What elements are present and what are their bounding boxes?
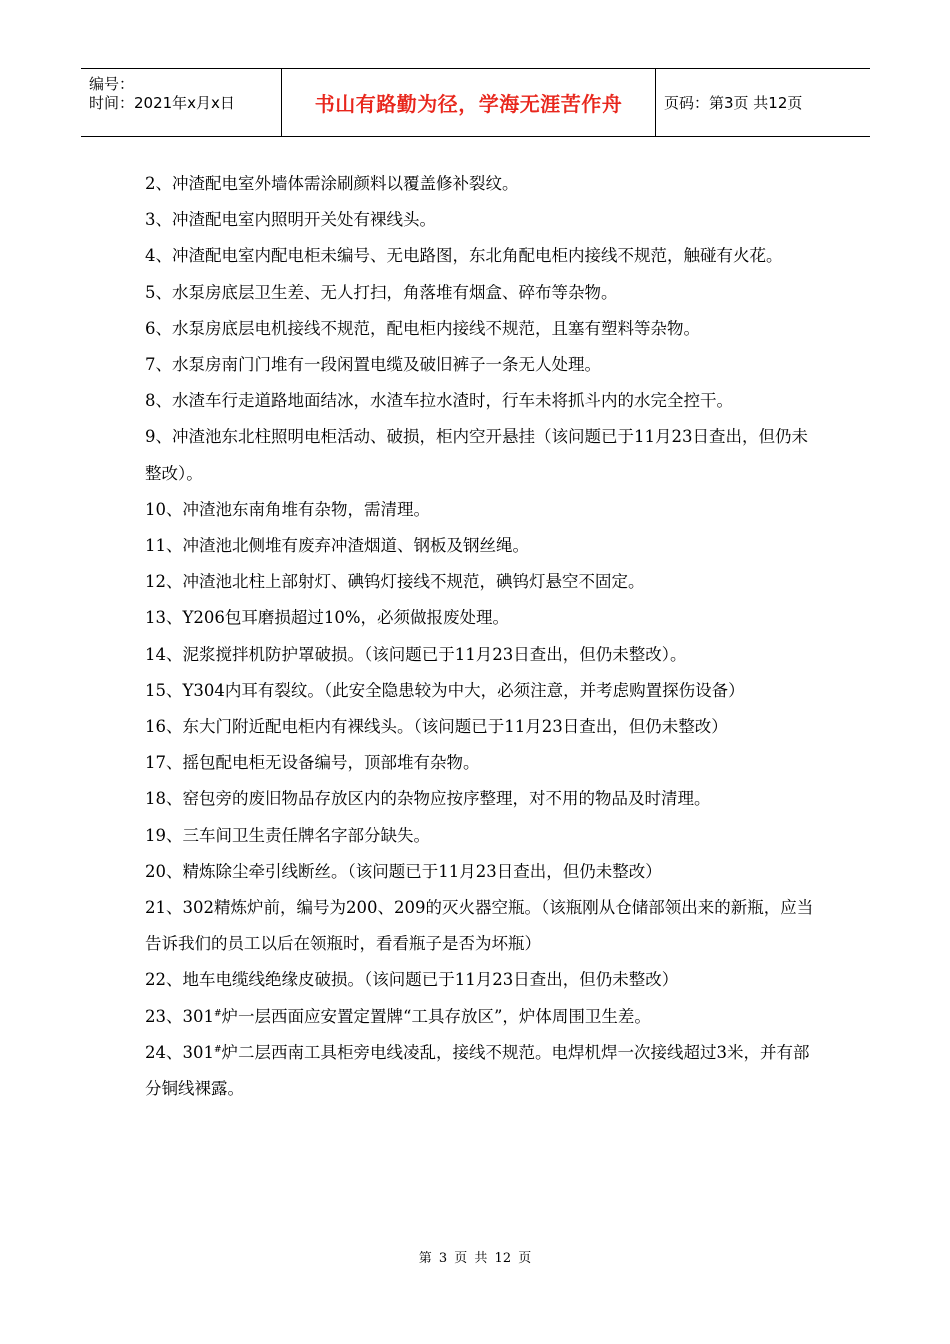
list-item: 6、水泵房底层电机接线不规范，配电柜内接线不规范，且塞有塑料等杂物。 [145,318,700,338]
page-footer: 第 3 页 共 12 页 [418,1251,532,1266]
furnace-number-mark: # [214,1044,222,1055]
time-label: 时间：2021年x月x日 [89,94,235,112]
header-meta-cell [81,69,281,136]
list-item: 22、地车电缆线绝缘皮破损。（该问题已于11月23日查出，但仍未整改） [145,970,679,990]
list-item: 21、302精炼炉前，编号为200、209的灭火器空瓶。（该瓶刚从仓储部领出来的新瓶，应当告诉我们的员工以后在领瓶时，看看瓶子是否为坏瓶） [145,898,814,954]
list-item: 17、摇包配电柜无设备编号，顶部堆有杂物。 [145,753,480,773]
list-item: 15、Y304内耳有裂纹。（此安全隐患较为中大，必须注意，并考虑购置探伤设备） [145,680,745,700]
list-item: 8、水渣车行走道路地面结冰，水渣车拉水渣时，行车未将抓斗内的水完全控干。 [145,391,733,411]
number-label: 编号： [89,75,135,93]
item-text: 炉二层西南工具柜旁电线凌乱，接线不规范。电焊机焊一次接线超过3米，并有部分铜线裸露。 [145,1042,810,1099]
item-prefix: 24、301 [145,1042,214,1062]
item-prefix: 23、301 [145,1006,214,1026]
list-item [145,999,815,1035]
header-table [81,68,870,137]
list-item: 3、冲渣配电室内照明开关处有裸线头。 [145,210,436,230]
list-item: 18、窑包旁的废旧物品存放区内的杂物应按序整理，对不用的物品及时清理。 [145,789,711,809]
list-item: 5、水泵房底层卫生差、无人打扫，角落堆有烟盒、碎布等杂物。 [145,282,618,302]
list-item: 16、东大门附近配电柜内有裸线头。（该问题已于11月23日查出，但仍未整改） [145,717,728,737]
furnace-number-mark: # [214,1008,222,1019]
list-item: 20、精炼除尘牵引线断丝。（该问题已于11月23日查出，但仍未整改） [145,861,662,881]
list-item: 13、Y206包耳磨损超过10%，必须做报废处理。 [145,608,510,628]
list-item: 12、冲渣池北柱上部射灯、碘钨灯接线不规范，碘钨灯悬空不固定。 [145,572,645,592]
list-item: 14、泥浆搅拌机防护罩破损。（该问题已于11月23日查出，但仍未整改）。 [145,644,687,664]
header-motto: 书山有路勤为径，学海无涯苦作舟 [314,92,623,116]
item-text: 炉一层西面应安置定置牌“工具存放区”，炉体周围卫生差。 [221,1006,651,1026]
header-page-info: 页码：第3页 共12页 [664,94,803,112]
list-item: 10、冲渣池东南角堆有杂物，需清理。 [145,499,430,519]
list-item [145,1035,815,1107]
document-body [145,166,815,1107]
list-item: 19、三车间卫生责任牌名字部分缺失。 [145,825,430,845]
list-item: 7、水泵房南门门堆有一段闲置电缆及破旧裤子一条无人处理。 [145,355,601,375]
list-item: 9、冲渣池东北柱照明电柜活动、破损，柜内空开悬挂（该问题已于11月23日查出，但仍未整改）。 [145,427,808,483]
list-item: 2、冲渣配电室外墙体需涂刷颜料以覆盖修补裂纹。 [145,174,519,193]
list-item: 11、冲渣池北侧堆有废弃冲渣烟道、钢板及钢丝绳。 [145,536,529,556]
list-item: 4、冲渣配电室内配电柜未编号、无电路图，东北角配电柜内接线不规范，触碰有火花。 [145,246,783,266]
